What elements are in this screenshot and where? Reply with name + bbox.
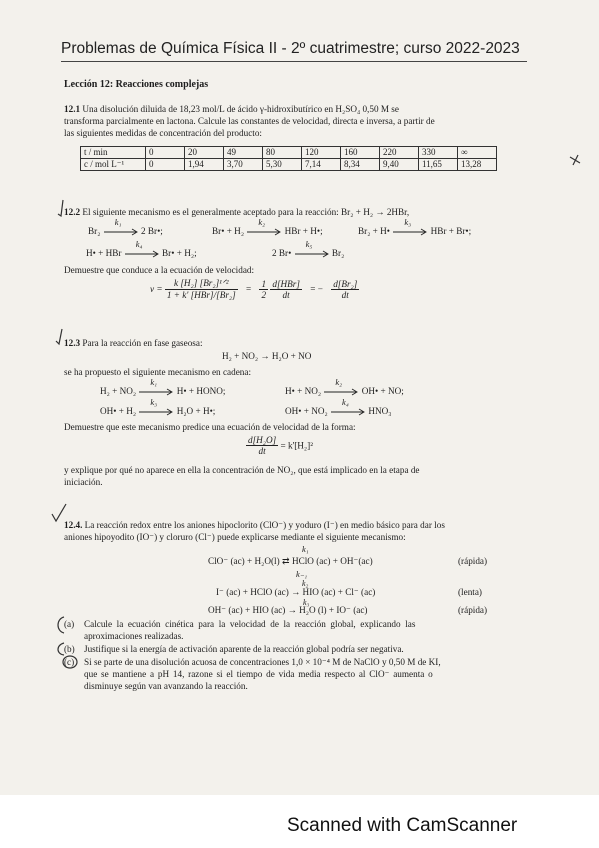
reaction-12-2-4: H• + HBr k₄ Br• + H₂; bbox=[86, 238, 197, 258]
table-cell: 20 bbox=[185, 147, 224, 159]
rate-constant-k-1: k₋₁ bbox=[296, 569, 308, 579]
problem-12-1-line2: transforma parcialmente en lactona. Calcule las constantes de velocidad, directa e inversa, a partir de bbox=[64, 116, 435, 126]
step-12-4-2-tag: (lenta) bbox=[458, 587, 482, 597]
reaction-arrow: k₂ bbox=[323, 387, 359, 397]
problem-12-3-explain-line2: iniciación. bbox=[64, 477, 103, 487]
reaction-arrow: k₁ bbox=[138, 387, 174, 397]
table-cell: 120 bbox=[302, 147, 341, 159]
step-12-4-3-tag: (rápida) bbox=[458, 605, 488, 615]
problem-12-3-proposed: se ha propuesto el siguiente mecanismo en cadena: bbox=[64, 367, 252, 377]
rate-equation-12-2: v = $\frac{\text{k [H₂] [Br₂]¹ᐟ²}}{\text{1 + k' [HBr]/[Br₂]}}$ = $\frac{1}{2}$ $\frac{\text{d[HBr]}}{dt}$ = − $\frac{\text{d[Br₂]}}{dt}$ bbox=[150, 278, 358, 300]
step-12-4-1: ClO⁻ (ac) + H₂O(l) ⇄ HClO (ac) + OH⁻(ac) bbox=[208, 556, 373, 566]
problem-12-4-number: 12.4. bbox=[64, 520, 83, 530]
step-12-4-3: OH⁻ (ac) + HIO (ac) → H₂O (l) + IO⁻ (ac) bbox=[208, 605, 368, 615]
question-a-line2: aproximaciones realizadas. bbox=[84, 631, 184, 641]
reaction-arrow: k₁ bbox=[103, 227, 139, 237]
table-cell: 5,30 bbox=[263, 159, 302, 171]
problem-12-3-intro: 12.3 Para la reacción en fase gaseosa: bbox=[64, 338, 203, 348]
question-c-line3: disminuye según van avanzando la reacción. bbox=[84, 681, 248, 691]
reaction-12-2-1: Br₂ k₁ 2 Br•; bbox=[88, 216, 163, 236]
problem-12-4-line2: aniones hipoyodito (IO⁻) y cloruro (Cl⁻) puede explicarse mediante el siguiente mecanismo: bbox=[64, 532, 406, 542]
question-a-label: (a) bbox=[64, 619, 75, 629]
reaction-arrow: k₄ bbox=[330, 407, 366, 417]
reaction-arrow: k₅ bbox=[294, 249, 330, 259]
problem-12-1-line1: 12.1 Una disolución diluida de 18,23 mol/L de ácido γ-hidroxibutírico en H₂SO₄ 0,50 M se bbox=[64, 104, 399, 114]
table-cell: 0 bbox=[146, 159, 185, 171]
reaction-arrow: k₂ bbox=[246, 227, 282, 237]
table-cell: 11,65 bbox=[419, 159, 458, 171]
reaction-12-3-4: OH• + NO₂ k₄ HNO₃ bbox=[285, 396, 392, 416]
problem-12-3-demuestre: Demuestre que este mecanismo predice una ecuación de velocidad de la forma: bbox=[64, 422, 356, 432]
table-cell: 80 bbox=[263, 147, 302, 159]
reaction-12-2-2: Br• + H₂ k₂ HBr + H•; bbox=[212, 216, 323, 236]
rate-constant-k3: k₃ bbox=[303, 598, 310, 607]
problem-12-1-number: 12.1 bbox=[64, 104, 81, 114]
step-12-4-1-tag: (rápida) bbox=[458, 556, 488, 566]
problem-12-2-intro: 12.2 El siguiente mecanismo es el generalmente aceptado para la reacción: Br₂ + H₂ → 2HBr, bbox=[64, 207, 410, 217]
title-rule bbox=[61, 61, 527, 62]
reaction-12-3-3: OH• + H₂ k₃ H₂O + H•; bbox=[100, 396, 216, 416]
table-cell: 7,14 bbox=[302, 159, 341, 171]
table-cell: c / mol L⁻¹ bbox=[81, 159, 146, 171]
table-cell: ∞ bbox=[458, 147, 497, 159]
page-title: Problemas de Química Física II - 2º cuatrimestre; curso 2022-2023 bbox=[61, 40, 520, 57]
reaction-arrow: k₃ bbox=[392, 227, 428, 237]
step-12-4-2: I⁻ (ac) + HClO (ac) → HIO (ac) + Cl⁻ (ac) bbox=[216, 587, 376, 597]
table-cell: 330 bbox=[419, 147, 458, 159]
reaction-12-3-2: H• + NO₂ k₂ OH• + NO; bbox=[285, 376, 404, 396]
table-cell: t / min bbox=[81, 147, 146, 159]
question-b-label: (b) bbox=[64, 644, 75, 654]
table-cell: 3,70 bbox=[224, 159, 263, 171]
overall-reaction-12-3: H₂ + NO₂ → H₂O + NO bbox=[222, 351, 312, 361]
table-row-concentration bbox=[81, 159, 497, 171]
problem-12-2-number: 12.2 bbox=[64, 207, 81, 217]
question-a-line1: Calcule la ecuación cinética para la velocidad de la reacción global, explicando las bbox=[84, 619, 416, 629]
rate-equation-12-3: $\frac{\text{d[H₂O]}}{dt}$ = k'[H₂]² bbox=[248, 435, 313, 456]
question-c-line1: Si se parte de una disolución acuosa de concentraciones 1,0 × 10⁻⁴ M de NaClO y 0,50 M de KI, bbox=[84, 657, 441, 667]
reaction-12-2-5: 2 Br• k₅ Br₂ bbox=[272, 238, 345, 258]
reaction-arrow: k₄ bbox=[124, 249, 160, 259]
problem-12-3-explain-line1: y explique por qué no aparece en ella la concentración de NO₂, que está implicado en la etapa de bbox=[64, 465, 420, 475]
reaction-arrow: k₃ bbox=[138, 407, 174, 417]
reaction-12-2-3: Br₂ + H• k₃ HBr + Br•; bbox=[358, 216, 472, 236]
rate-constant-k1: k₁ bbox=[302, 544, 309, 554]
table-cell: 220 bbox=[380, 147, 419, 159]
concentration-table bbox=[80, 146, 497, 171]
table-cell: 0 bbox=[146, 147, 185, 159]
question-c-line2: que se mantiene a pH 14, razone si el tiempo de vida media respecto al ClO⁻ aumenta o bbox=[84, 669, 433, 679]
lesson-heading: Lección 12: Reacciones complejas bbox=[64, 79, 209, 90]
problem-12-2-demuestre: Demuestre que conduce a la ecuación de velocidad: bbox=[64, 265, 255, 275]
table-row-time bbox=[81, 147, 497, 159]
table-cell: 13,28 bbox=[458, 159, 497, 171]
table-cell: 49 bbox=[224, 147, 263, 159]
table-cell: 160 bbox=[341, 147, 380, 159]
question-b-line1: Justifique si la energía de activación aparente de la reacción global podría ser negativa. bbox=[84, 644, 404, 654]
table-cell: 8,34 bbox=[341, 159, 380, 171]
problem-12-3-number: 12.3 bbox=[64, 338, 81, 348]
table-cell: 9,40 bbox=[380, 159, 419, 171]
reaction-12-3-1: H₂ + NO₂ k₁ H• + HONO; bbox=[100, 376, 226, 396]
handwritten-cross-mark bbox=[568, 153, 582, 167]
question-c-label: (c) bbox=[64, 657, 75, 667]
problem-12-1-line3: las siguientes medidas de concentración del producto: bbox=[64, 128, 262, 138]
table-cell: 1,94 bbox=[185, 159, 224, 171]
scanner-watermark: Scanned with CamScanner bbox=[287, 815, 518, 836]
handwritten-circle-marks bbox=[52, 614, 82, 670]
problem-12-4-line1: 12.4. La reacción redox entre los aniones hipoclorito (ClO⁻) y yoduro (I⁻) en medio básico para dar los bbox=[64, 520, 445, 530]
rate-constant-k2: k₂ bbox=[302, 579, 309, 588]
